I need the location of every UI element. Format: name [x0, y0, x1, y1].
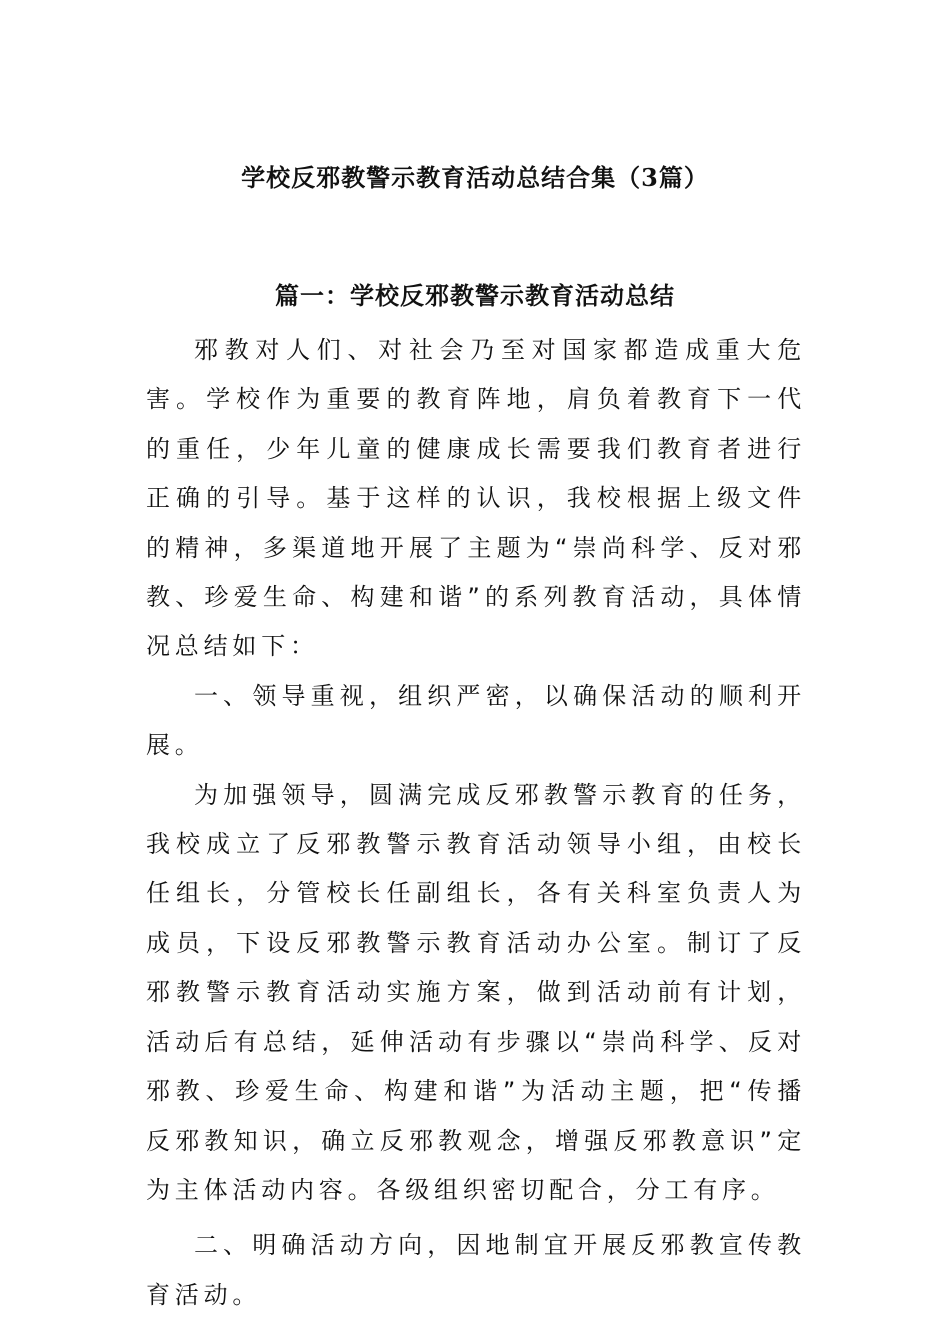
body-paragraph: 邪教对人们、对社会乃至对国家都造成重大危害。学校作为重要的教育阵地，肩负着教育下一代的重任，少年儿童的健康成长需要我们教育者进行正确的引导。基于这样的认识，我校根据上级文件的精神，多渠道地开展了主题为“崇尚科学、反对邪教、珍爱生命、构建和谐”的系列教育活动，具体情况总结如下：	[146, 336, 806, 661]
body-paragraph: 二、明确活动方向，因地制宜开展反邪教宣传教育活动。	[146, 1231, 806, 1309]
document-body	[146, 326, 806, 1320]
body-paragraph: 一、领导重视，组织严密，以确保活动的顺利开展。	[146, 681, 806, 760]
body-paragraph: 为加强领导，圆满完成反邪教警示教育的任务，我校成立了反邪教警示教育活动领导小组，由校长任组长，分管校长任副组长，各有关科室负责人为成员，下设反邪教警示教育活动办公室。制订了反邪教警示教育活动实施方案，做到活动前有计划，活动后有总结，延伸活动有步骤以“崇尚科学、反对邪教、珍爱生命、构建和谐”为活动主题，把“传播反邪教知识，确立反邪教观念，增强反邪教意识”定为主体活动内容。各级组织密切配合，分工有序。	[146, 780, 806, 1204]
section-title: 篇一：学校反邪教警示教育活动总结	[275, 281, 675, 310]
document-title: 学校反邪教警示教育活动总结合集（3篇）	[241, 163, 709, 192]
